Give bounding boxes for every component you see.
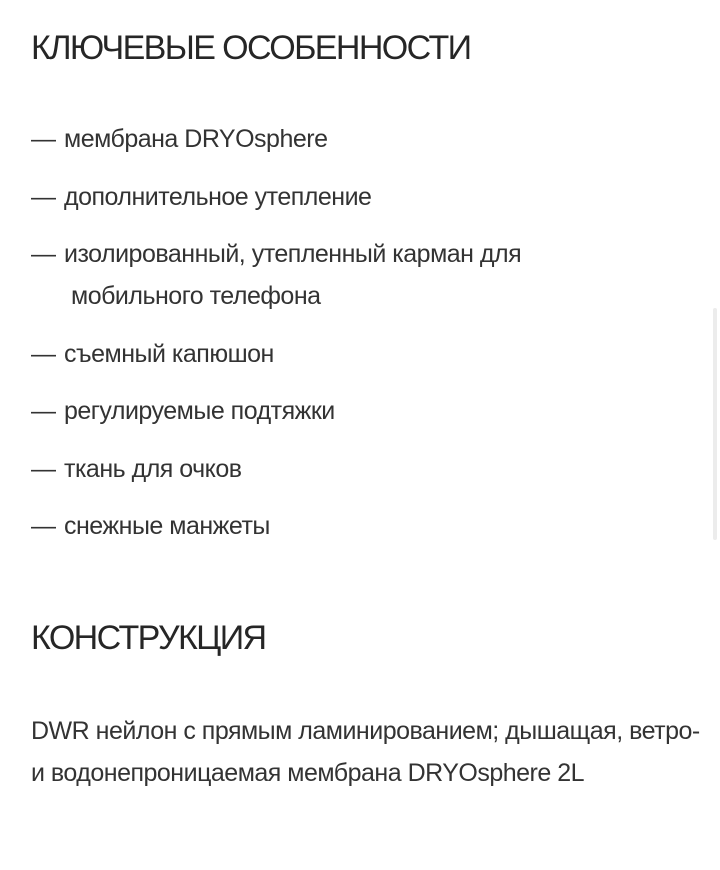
feature-text: мембрана DRYOsphere xyxy=(64,125,328,153)
feature-item-phone-pocket xyxy=(31,233,701,317)
feature-item-membrane xyxy=(31,118,701,160)
features-list xyxy=(31,118,701,547)
list-dash: — xyxy=(31,125,56,153)
feature-text xyxy=(64,233,594,317)
list-dash: — xyxy=(31,454,56,483)
feature-text-line-2: мобильного телефона xyxy=(71,282,321,310)
construction-description: DWR нейлон с прямым ламинированием; дышащая, ветро- и водонепроницаемая мембрана DRYOsphere 2L xyxy=(31,717,700,787)
scrollbar[interactable] xyxy=(713,308,717,540)
list-dash: — xyxy=(31,339,56,368)
list-dash: — xyxy=(31,240,56,268)
feature-text-line-1: изолированный, утепленный карман для xyxy=(64,240,522,268)
feature-item-insulation xyxy=(31,176,701,218)
list-dash: — xyxy=(31,182,56,211)
feature-text: дополнительное утепление xyxy=(64,182,372,211)
list-dash: — xyxy=(31,397,56,425)
feature-item-snow-cuffs xyxy=(31,505,701,547)
list-dash: — xyxy=(31,512,56,540)
feature-text: снежные манжеты xyxy=(64,512,270,540)
feature-item-suspenders xyxy=(31,390,701,432)
feature-text: съемный капюшон xyxy=(64,339,274,368)
features-heading: КЛЮЧЕВЫЕ ОСОБЕННОСТИ xyxy=(31,29,471,67)
construction-heading: КОНСТРУКЦИЯ xyxy=(31,619,266,657)
feature-text: ткань для очков xyxy=(64,454,242,483)
feature-item-hood xyxy=(31,333,701,375)
feature-item-goggle-cloth xyxy=(31,448,701,490)
feature-text: регулируемые подтяжки xyxy=(64,397,335,425)
